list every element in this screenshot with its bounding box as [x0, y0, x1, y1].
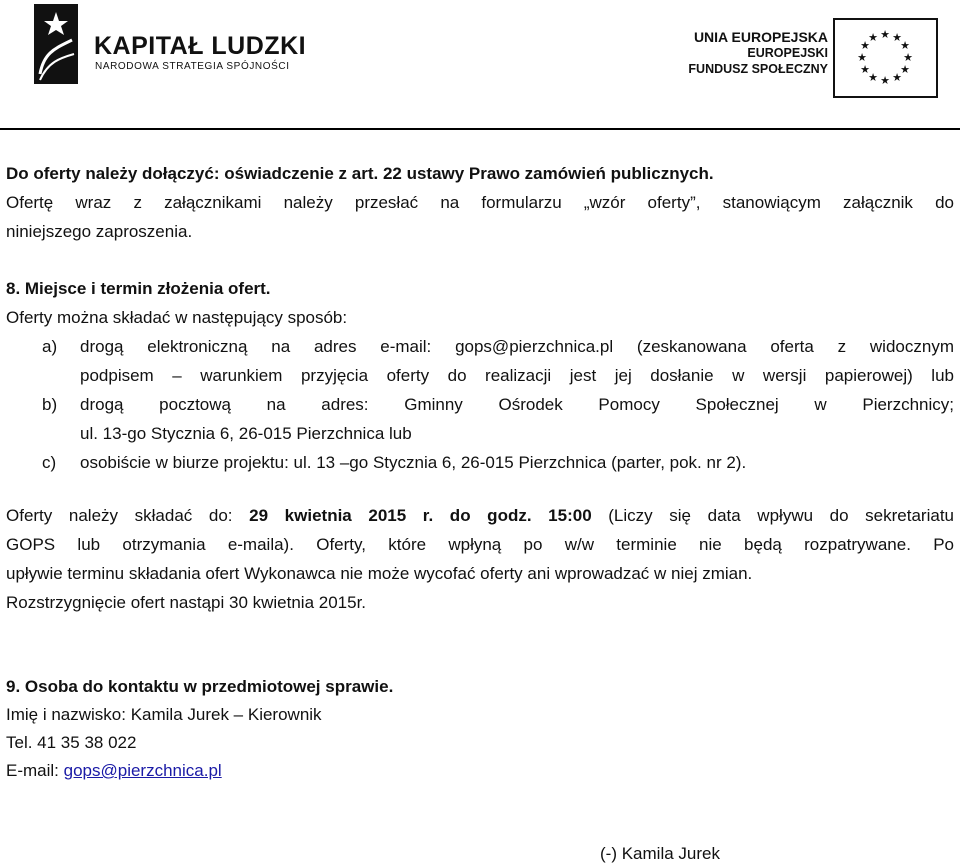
contact-email-link[interactable]: gops@pierzchnica.pl: [63, 761, 222, 780]
document-header: [0, 0, 960, 130]
section-9-heading: 9. Osoba do kontaktu w przedmiotowej sprawie.: [6, 677, 394, 696]
svg-text:★: ★: [892, 31, 902, 44]
svg-text:★: ★: [868, 71, 878, 84]
item-b-line-1: drogą pocztową na adres: Gminny Ośrodek Pomocy Społecznej w Pierzchnicy;: [80, 395, 954, 414]
svg-text:★: ★: [868, 31, 878, 44]
kapital-ludzki-title: KAPITAŁ LUDZKI: [94, 32, 307, 60]
item-a-line-2: podpisem – warunkiem przyjęcia oferty do realizacji jest jej dosłanie w wersji papierowej) lub: [80, 366, 954, 385]
item-c-marker: c): [42, 453, 57, 472]
item-b-marker: b): [42, 395, 58, 414]
eu-logo-line1: UNIA EUROPEJSKA: [693, 29, 828, 45]
svg-text:★: ★: [880, 74, 890, 87]
svg-text:★: ★: [860, 39, 870, 52]
kapital-ludzki-logo: [34, 4, 307, 84]
section-8-heading: 8. Miejsce i termin złożenia ofert.: [6, 279, 271, 298]
eu-logo-line3: FUNDUSZ SPOŁECZNY: [688, 62, 828, 76]
item-b-line-2: ul. 13-go Stycznia 6, 26-015 Pierzchnica lub: [80, 424, 412, 443]
kapital-ludzki-emblem-icon: [34, 4, 78, 84]
contact-email-label: E-mail:: [6, 761, 64, 780]
svg-text:★: ★: [880, 28, 890, 41]
contact-phone: Tel. 41 35 38 022: [6, 733, 137, 752]
contact-email-line: [6, 760, 222, 781]
kapital-ludzki-subtitle: NARODOWA STRATEGIA SPÓJNOŚCI: [95, 61, 290, 72]
deadline-date: 29 kwietnia 2015 r. do godz. 15:00: [249, 506, 592, 525]
svg-text:★: ★: [892, 71, 902, 84]
svg-text:★: ★: [860, 63, 870, 76]
svg-text:★: ★: [903, 51, 913, 64]
eu-flag-icon: [833, 18, 938, 98]
deadline-line-2: GOPS lub otrzymania e-maila). Oferty, które wpłyną po w/w terminie nie będą rozpatrywane. Po: [6, 535, 954, 554]
eu-logo-line2: EUROPEJSKI: [747, 46, 828, 60]
svg-text:★: ★: [900, 39, 910, 52]
deadline-line-1: [6, 505, 954, 526]
section-8-lead: Oferty można składać w następujący sposób:: [6, 308, 348, 327]
deadline-suffix: (Liczy się data wpływu do sekretariatu: [591, 506, 954, 525]
deadline-line-4: Rozstrzygnięcie ofert nastąpi 30 kwietnia 2015r.: [6, 593, 367, 612]
eu-logo-text: [688, 29, 828, 77]
item-a-line-1: drogą elektroniczną na adres e-mail: gops@pierzchnica.pl (zeskanowana oferta z widocznym: [80, 337, 954, 356]
deadline-prefix: Oferty należy składać do:: [6, 506, 250, 525]
signature: (-) Kamila Jurek: [600, 844, 720, 863]
intro-line-2: Ofertę wraz z załącznikami należy przesłać na formularzu „wzór oferty”, stanowiącym załącznik do: [6, 193, 954, 212]
intro-line-3: niniejszego zaproszenia.: [6, 222, 193, 241]
item-a-marker: a): [42, 337, 58, 356]
svg-text:★: ★: [900, 63, 910, 76]
deadline-line-3: upływie terminu składania ofert Wykonawca nie może wycofać oferty ani wprowadzać w niej zmian.: [6, 564, 753, 583]
eu-logo: [688, 18, 938, 98]
header-divider: [0, 128, 960, 130]
intro-line-1: Do oferty należy dołączyć: oświadczenie z art. 22 ustawy Prawo zamówień publicznych.: [6, 164, 714, 183]
svg-text:★: ★: [857, 51, 867, 64]
item-c-line-1: osobiście w biurze projektu: ul. 13 –go Stycznia 6, 26-015 Pierzchnica (parter, pok. nr 2).: [80, 453, 747, 472]
contact-name: Imię i nazwisko: Kamila Jurek – Kierownik: [6, 705, 322, 724]
